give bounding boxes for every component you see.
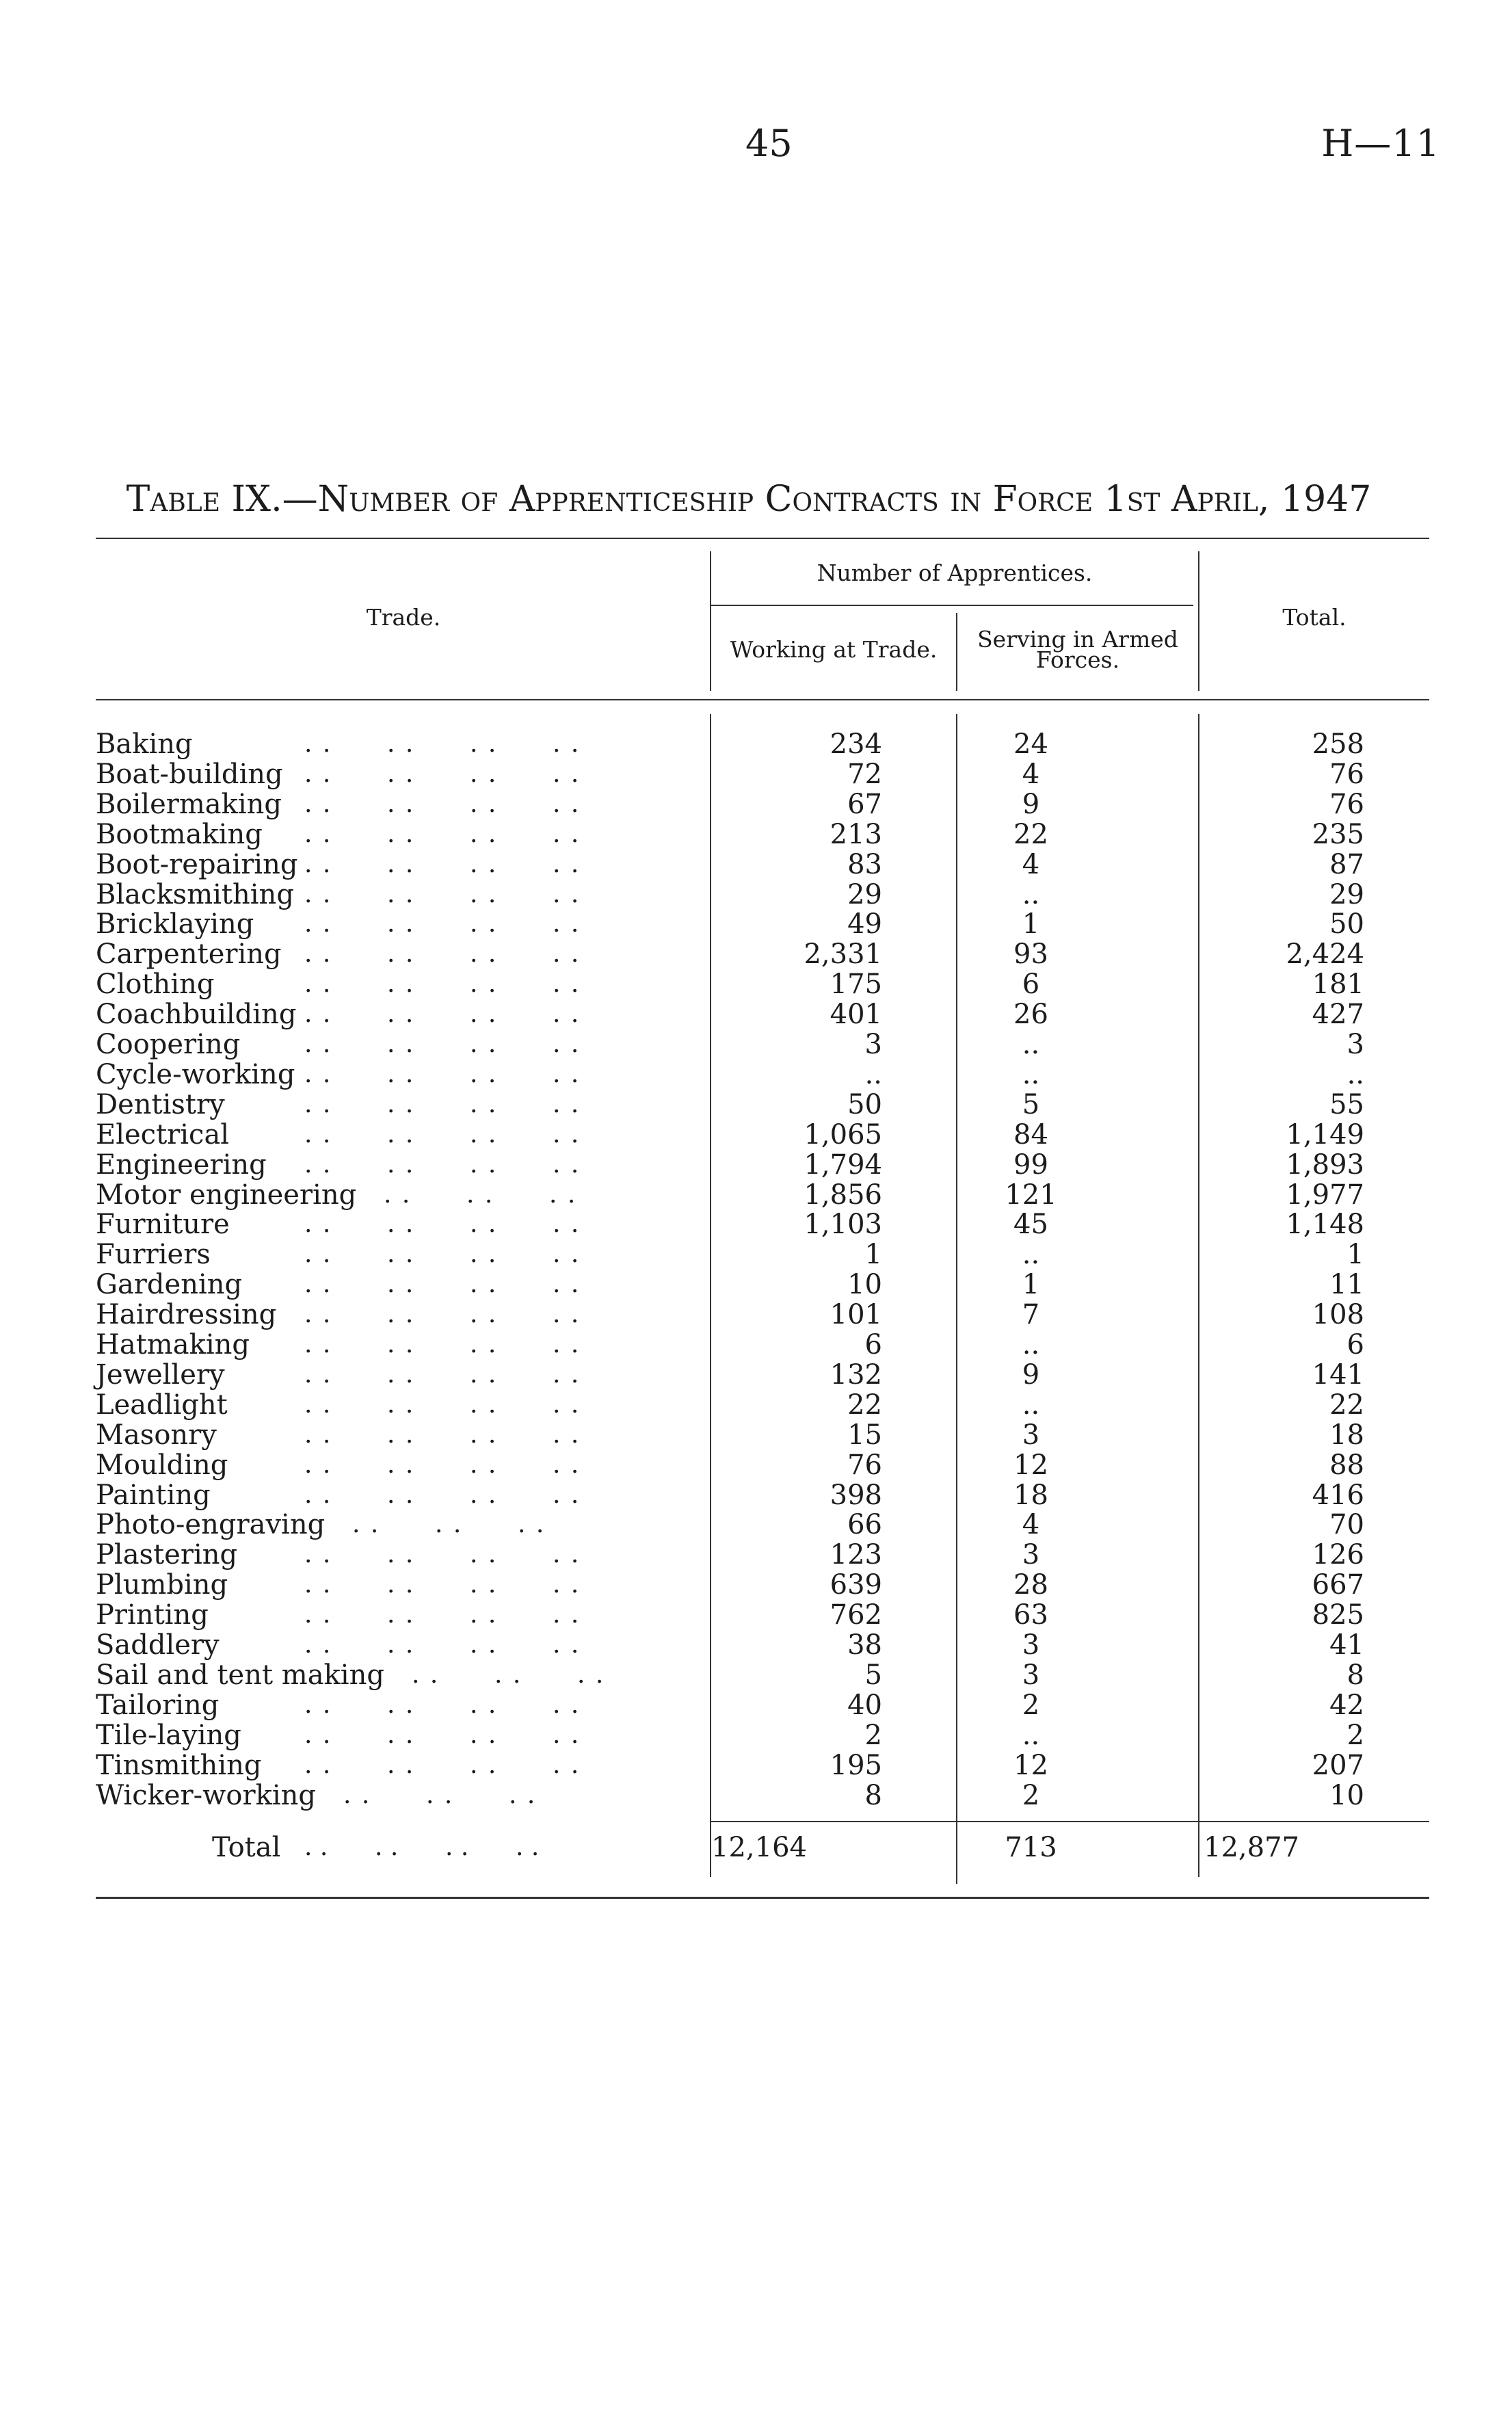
serving-count: 2: [1022, 1779, 1040, 1811]
table-row: [0, 1600, 1512, 1630]
working-count: 101: [830, 1299, 882, 1331]
trade-name: Bricklaying: [96, 908, 254, 941]
table-row: [0, 1570, 1512, 1600]
table-row: [0, 1209, 1512, 1239]
working-count: ..: [864, 1058, 882, 1090]
total-count: ..: [1347, 1058, 1364, 1090]
total-working: 12,164: [711, 1832, 807, 1863]
serving-count: 4: [1022, 1509, 1040, 1541]
table-row: [0, 969, 1512, 999]
total-count: 181: [1312, 969, 1364, 1001]
total-count: 50: [1329, 908, 1364, 941]
total-count: 55: [1329, 1088, 1364, 1120]
serving-count: ..: [1022, 878, 1040, 910]
working-count: 72: [847, 758, 882, 790]
working-count: 5: [864, 1659, 882, 1691]
total-count: 29: [1329, 878, 1364, 910]
leader-dots: . . . . . . . .: [304, 850, 581, 878]
leader-dots: . . . . . . . .: [304, 1450, 581, 1479]
table-row: [0, 1480, 1512, 1510]
total-count: 18: [1329, 1419, 1364, 1451]
trade-name: Printing: [96, 1599, 209, 1631]
total-count: 825: [1312, 1599, 1364, 1631]
header-number-of-apprentices: Number of Apprentices.: [817, 560, 1093, 586]
serving-count: 12: [1013, 1449, 1048, 1481]
trade-name: Boilermaking: [96, 788, 282, 820]
table-row: [0, 1300, 1512, 1330]
table-row: [0, 729, 1512, 759]
working-count: 29: [847, 878, 882, 910]
header-working-at-trade: Working at Trade.: [730, 636, 938, 663]
serving-count: 9: [1022, 788, 1040, 820]
table-row: [0, 1660, 1512, 1690]
serving-count: ..: [1022, 1329, 1040, 1361]
header-serving-line1: Serving in Armed: [977, 626, 1178, 653]
total-count: 2,424: [1286, 938, 1364, 971]
serving-count: 9: [1022, 1358, 1040, 1391]
trade-name: Sail and tent making: [96, 1659, 384, 1691]
total-count: 2: [1347, 1719, 1364, 1751]
table-row: [0, 1239, 1512, 1270]
working-count: 8: [864, 1779, 882, 1811]
working-count: 83: [847, 848, 882, 880]
total-count: 1,977: [1286, 1179, 1364, 1211]
trade-name: Cycle-working: [96, 1058, 295, 1090]
working-count: 401: [830, 999, 882, 1031]
total-top-rule: [711, 1821, 1429, 1822]
table-title-text: —Number of Apprenticeship Contracts in Force 1st April, 1947: [282, 479, 1372, 520]
trade-name: Baking: [96, 728, 193, 760]
trade-name: Masonry: [96, 1419, 217, 1451]
trade-name: Tinsmithing: [96, 1749, 262, 1781]
serving-count: 3: [1022, 1539, 1040, 1571]
page-number: 45: [745, 122, 793, 165]
working-count: 66: [847, 1509, 882, 1541]
working-count: 2,331: [804, 938, 882, 971]
total-count: 70: [1329, 1509, 1364, 1541]
trade-name: Engineering: [96, 1148, 267, 1181]
leader-dots: . . . . . . . .: [304, 940, 581, 969]
total-count: 258: [1312, 728, 1364, 760]
total-count: 1: [1347, 1239, 1364, 1271]
table-row: [0, 1450, 1512, 1480]
trade-name: Hatmaking: [96, 1329, 250, 1361]
total-count: 427: [1312, 999, 1364, 1031]
working-count: 22: [847, 1389, 882, 1421]
leader-dots: . . . . . . . .: [304, 1720, 581, 1749]
serving-count: 22: [1013, 818, 1048, 850]
serving-count: 84: [1013, 1118, 1048, 1151]
trade-name: Bootmaking: [96, 818, 263, 850]
leader-dots: . . . . . . . .: [304, 1601, 581, 1629]
working-count: 38: [847, 1629, 882, 1661]
header-trade: Trade.: [366, 604, 441, 631]
trade-name: Painting: [96, 1479, 211, 1511]
working-count: 15: [847, 1419, 882, 1451]
leader-dots: . . . . . . . .: [304, 1300, 581, 1329]
working-count: 3: [864, 1029, 882, 1060]
table-row: [0, 759, 1512, 789]
leader-dots: . . . . . . . .: [304, 819, 581, 848]
trade-name: Clothing: [96, 969, 215, 1001]
working-count: 175: [830, 969, 882, 1001]
serving-count: ..: [1022, 1719, 1040, 1751]
serving-count: 26: [1013, 999, 1048, 1031]
leader-dots: . . . . . . . .: [304, 1000, 581, 1029]
serving-count: 4: [1022, 848, 1040, 880]
trade-name: Moulding: [96, 1449, 228, 1481]
table-row: [0, 1120, 1512, 1150]
serving-count: 24: [1013, 728, 1048, 760]
leader-dots: . . . . . .: [412, 1660, 605, 1689]
leader-dots: . . . . . . . .: [304, 1390, 581, 1419]
trade-name: Blacksmithing: [96, 878, 294, 910]
serving-count: 7: [1022, 1299, 1040, 1331]
leader-dots: . . . . . . . .: [304, 759, 581, 788]
total-count: 41: [1329, 1629, 1364, 1661]
total-count: 3: [1347, 1029, 1364, 1060]
total-count: 88: [1329, 1449, 1364, 1481]
table-row: [0, 999, 1512, 1029]
table-row: [0, 1150, 1512, 1180]
working-count: 10: [847, 1269, 882, 1301]
trade-name: Saddlery: [96, 1629, 220, 1661]
total-leader-dots: . . . . . . . .: [304, 1833, 540, 1861]
table-row: [0, 819, 1512, 850]
serving-count: ..: [1022, 1029, 1040, 1060]
working-count: 67: [847, 788, 882, 820]
leader-dots: . . . . . . . .: [304, 1240, 581, 1269]
trade-name: Gardening: [96, 1269, 243, 1301]
total-row: [0, 1830, 1512, 1865]
serving-count: 28: [1013, 1569, 1048, 1601]
trade-name: Motor engineering: [96, 1179, 357, 1211]
working-count: 40: [847, 1689, 882, 1721]
total-count: 667: [1312, 1569, 1364, 1601]
serving-count: 18: [1013, 1479, 1048, 1511]
table-row: [0, 1180, 1512, 1210]
leader-dots: . . . . . . . .: [304, 1750, 581, 1779]
leader-dots: . . . . . . . .: [304, 1420, 581, 1449]
total-count: 76: [1329, 758, 1364, 790]
table-row: [0, 1360, 1512, 1390]
table-row: [0, 1060, 1512, 1090]
table-row: [0, 939, 1512, 969]
total-count: 207: [1312, 1749, 1364, 1781]
leader-dots: . . . . . . . .: [304, 1480, 581, 1509]
table-row: [0, 1270, 1512, 1300]
page-reference: H—11: [1321, 122, 1440, 165]
serving-count: 1: [1022, 908, 1040, 941]
leader-dots: . . . . . .: [384, 1180, 577, 1209]
table-bottom-rule: [96, 1897, 1429, 1899]
table-top-rule: [96, 538, 1429, 539]
total-count: 126: [1312, 1539, 1364, 1571]
trade-name: Plastering: [96, 1539, 238, 1571]
trade-name: Leadlight: [96, 1389, 228, 1421]
serving-count: 3: [1022, 1659, 1040, 1691]
serving-count: 1: [1022, 1269, 1040, 1301]
leader-dots: . . . . . . . .: [304, 1571, 581, 1599]
trade-name: Tailoring: [96, 1689, 220, 1721]
header-serving-line2: Forces.: [1035, 646, 1120, 673]
leader-dots: . . . . . . . .: [304, 970, 581, 999]
working-count: 49: [847, 908, 882, 941]
table-title-prefix: Table IX.: [126, 479, 282, 520]
header-bottom-rule: [96, 699, 1429, 700]
leader-dots: . . . . . .: [352, 1510, 546, 1539]
working-count: 1,794: [804, 1148, 882, 1181]
working-count: 76: [847, 1449, 882, 1481]
trade-name: Plumbing: [96, 1569, 228, 1601]
table-row: [0, 1690, 1512, 1720]
leader-dots: . . . . . . . .: [304, 910, 581, 938]
serving-count: ..: [1022, 1389, 1040, 1421]
leader-dots: . . . . . . . .: [304, 1270, 581, 1299]
trade-name: Photo-engraving: [96, 1509, 326, 1541]
total-label: Total: [212, 1832, 281, 1863]
trade-name: Coopering: [96, 1029, 241, 1060]
leader-dots: . . . . . . . .: [304, 730, 581, 758]
leader-dots: . . . . . . . .: [304, 1330, 581, 1358]
working-count: 213: [830, 818, 882, 850]
working-count: 132: [830, 1358, 882, 1391]
table-row: [0, 1029, 1512, 1060]
serving-count: 121: [1005, 1179, 1057, 1211]
serving-count: 3: [1022, 1629, 1040, 1661]
table-row: [0, 1390, 1512, 1420]
working-count: 639: [830, 1569, 882, 1601]
working-count: 50: [847, 1088, 882, 1120]
working-count: 234: [830, 728, 882, 760]
serving-count: 4: [1022, 758, 1040, 790]
table-row: [0, 789, 1512, 819]
leader-dots: . . . . . . . .: [304, 1120, 581, 1148]
trade-name: Boat-building: [96, 758, 283, 790]
serving-count: 2: [1022, 1689, 1040, 1721]
working-count: 1,856: [804, 1179, 882, 1211]
leader-dots: . . . . . . . .: [304, 1690, 581, 1719]
serving-count: 93: [1013, 938, 1048, 971]
leader-dots: . . . . . . . .: [304, 1631, 581, 1659]
total-count: 87: [1329, 848, 1364, 880]
working-count: 6: [864, 1329, 882, 1361]
serving-count: 63: [1013, 1599, 1048, 1631]
working-count: 123: [830, 1539, 882, 1571]
table-row: [0, 880, 1512, 910]
trade-name: Jewellery: [96, 1358, 225, 1391]
table-row: [0, 1750, 1512, 1780]
header-serving-in-armed-forces: [957, 626, 1198, 673]
trade-name: Furriers: [96, 1239, 211, 1271]
table-title: [96, 479, 1402, 520]
group-header-rule: [711, 605, 1193, 606]
total-total: 12,877: [1204, 1832, 1299, 1863]
leader-dots: . . . . . . . .: [304, 1150, 581, 1179]
total-count: 6: [1347, 1329, 1364, 1361]
total-count: 42: [1329, 1689, 1364, 1721]
leader-dots: . . . . . . . .: [304, 1360, 581, 1389]
table-row: [0, 1510, 1512, 1540]
table-row: [0, 1090, 1512, 1120]
trade-name: Carpentering: [96, 938, 282, 971]
trade-name: Boot-repairing: [96, 848, 298, 880]
total-count: 8: [1347, 1659, 1364, 1691]
serving-count: 5: [1022, 1088, 1040, 1120]
header-total: Total.: [1282, 604, 1347, 631]
serving-count: 6: [1022, 969, 1040, 1001]
working-count: 1: [864, 1239, 882, 1271]
leader-dots: . . . . . . . .: [304, 1210, 581, 1239]
table-row: [0, 909, 1512, 939]
leader-dots: . . . . . . . .: [304, 1540, 581, 1569]
table-row: [0, 1780, 1512, 1811]
serving-count: 99: [1013, 1148, 1048, 1181]
trade-name: Electrical: [96, 1118, 230, 1151]
serving-count: ..: [1022, 1239, 1040, 1271]
trade-name: Wicker-working: [96, 1779, 316, 1811]
total-serving: 713: [1005, 1832, 1057, 1863]
table-row: [0, 1720, 1512, 1750]
working-count: 1,065: [804, 1118, 882, 1151]
leader-dots: . . . . . . . .: [304, 1030, 581, 1058]
trade-name: Hairdressing: [96, 1299, 277, 1331]
total-count: 1,148: [1286, 1209, 1364, 1241]
total-count: 141: [1312, 1358, 1364, 1391]
trade-name: Tile-laying: [96, 1719, 241, 1751]
table-row: [0, 1420, 1512, 1450]
working-count: 762: [830, 1599, 882, 1631]
leader-dots: . . . . . . . .: [304, 1060, 581, 1088]
total-count: 11: [1329, 1269, 1364, 1301]
trade-name: Dentistry: [96, 1088, 225, 1120]
total-count: 416: [1312, 1479, 1364, 1511]
working-count: 2: [864, 1719, 882, 1751]
table-row: [0, 850, 1512, 880]
working-count: 195: [830, 1749, 882, 1781]
serving-count: 12: [1013, 1749, 1048, 1781]
serving-count: ..: [1022, 1058, 1040, 1090]
leader-dots: . . . . . . . .: [304, 789, 581, 818]
table-row: [0, 1630, 1512, 1660]
working-count: 398: [830, 1479, 882, 1511]
total-count: 22: [1329, 1389, 1364, 1421]
total-count: 76: [1329, 788, 1364, 820]
total-count: 1,149: [1286, 1118, 1364, 1151]
table-row: [0, 1540, 1512, 1570]
trade-name: Furniture: [96, 1209, 230, 1241]
total-count: 108: [1312, 1299, 1364, 1331]
trade-name: Coachbuilding: [96, 999, 297, 1031]
working-count: 1,103: [804, 1209, 882, 1241]
leader-dots: . . . . . . . .: [304, 1090, 581, 1118]
serving-count: 45: [1013, 1209, 1048, 1241]
serving-count: 3: [1022, 1419, 1040, 1451]
table-row: [0, 1330, 1512, 1360]
leader-dots: . . . . . . . .: [304, 880, 581, 908]
total-count: 10: [1329, 1779, 1364, 1811]
leader-dots: . . . . . .: [343, 1780, 537, 1809]
total-count: 235: [1312, 818, 1364, 850]
total-count: 1,893: [1286, 1148, 1364, 1181]
